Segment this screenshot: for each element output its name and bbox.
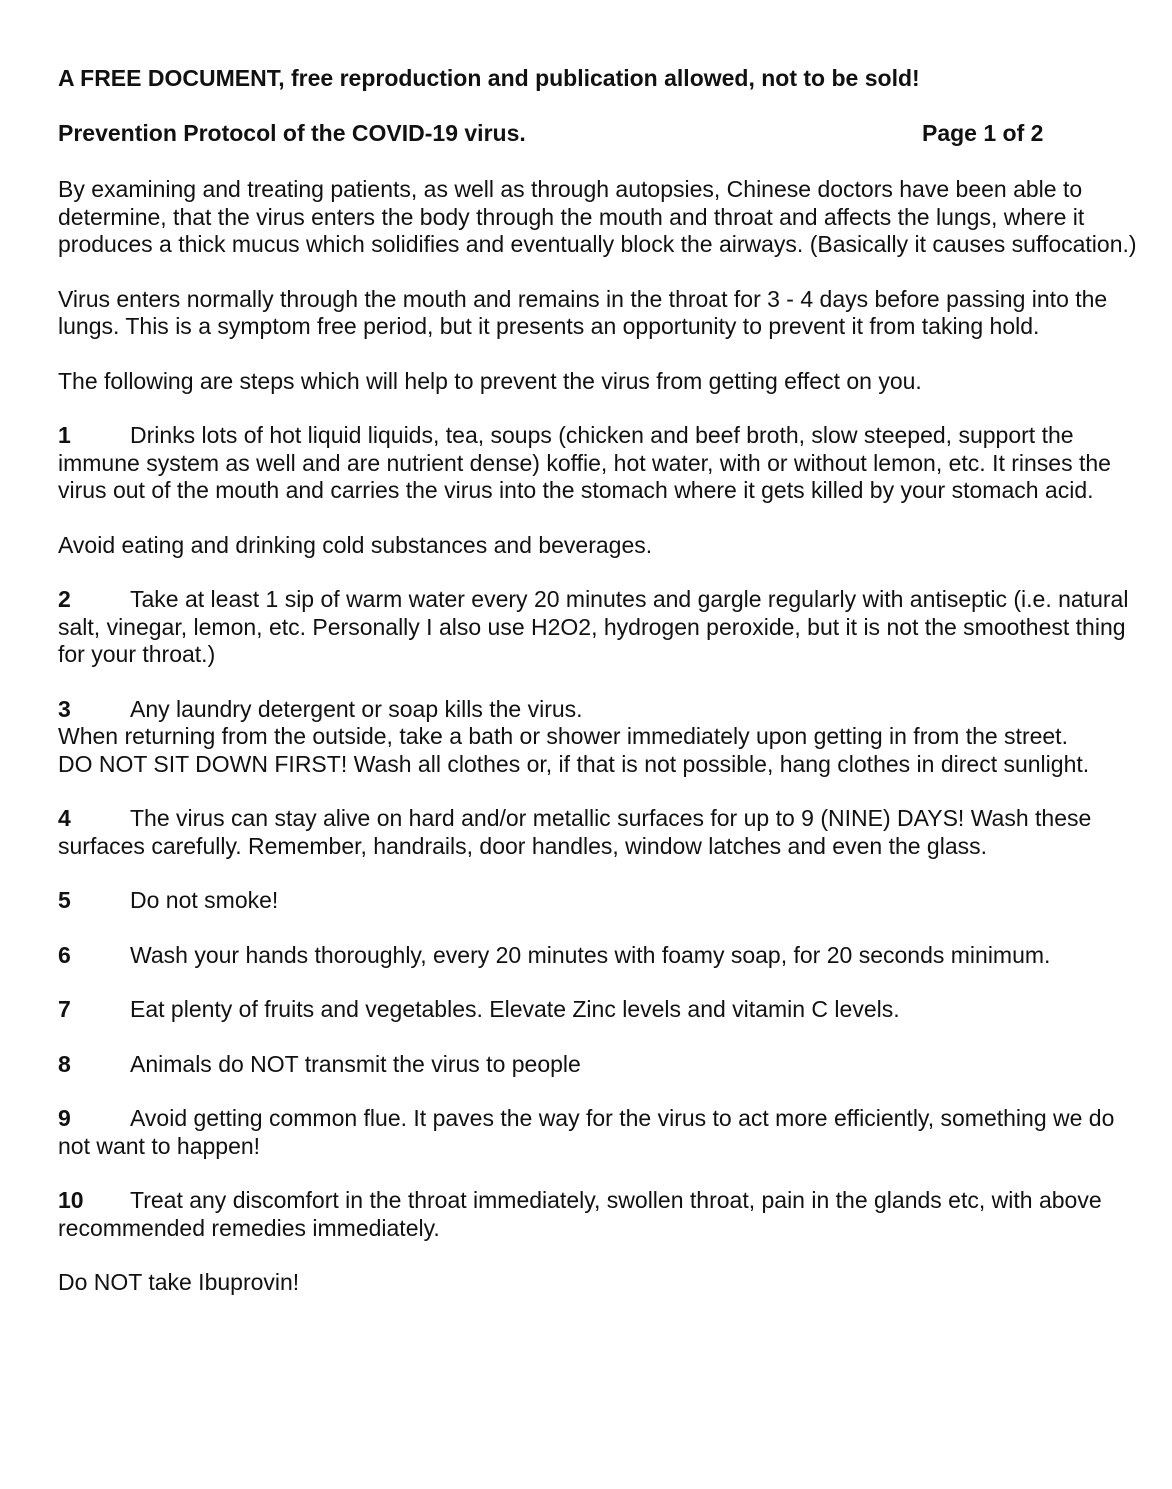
intro-paragraph-2: Virus enters normally through the mouth and remains in the throat for 3 - 4 days before passing into the lungs. This is a symptom free period, but it presents an opportunity to prevent it from taking hold. bbox=[58, 285, 1108, 339]
protocol-title: Prevention Protocol of the COVID-19 virus. bbox=[58, 120, 526, 146]
step-1 bbox=[58, 422, 1142, 505]
step-text: Eat plenty of fruits and vegetables. Elevate Zinc levels and vitamin C levels. bbox=[130, 996, 900, 1022]
step-4 bbox=[58, 805, 1142, 860]
step-text: Any laundry detergent or soap kills the virus. bbox=[130, 695, 583, 722]
step-9 bbox=[58, 1105, 1142, 1160]
step-number: 4 bbox=[58, 805, 71, 831]
step-number: 1 bbox=[58, 422, 71, 448]
step-6 bbox=[58, 942, 1142, 970]
step-text: Drinks lots of hot liquid liquids, tea, soups (chicken and beef broth, slow steeped, support the immune system as well and are nutrient dense) koffie, hot water, with or without lemon, etc. It rinses the virus out of the mouth and carries the virus into the stomach where it gets killed by your stomach acid. bbox=[58, 422, 1111, 503]
step-text: The virus can stay alive on hard and/or metallic surfaces for up to 9 (NINE) DAYS! Wash these surfaces carefully. Remember, handrails, door handles, window latches and even the glass. bbox=[58, 805, 1092, 859]
step-2 bbox=[58, 586, 1142, 669]
step-text: Take at least 1 sip of warm water every 20 minutes and gargle regularly with antiseptic (i.e. natural salt, vinegar, lemon, etc. Personally I also use H2O2, hydrogen peroxide, but it is not the smoothest thing for your throat.) bbox=[58, 586, 1129, 667]
step-number: 9 bbox=[58, 1105, 71, 1131]
step-8 bbox=[58, 1051, 1142, 1079]
step-10 bbox=[58, 1187, 1142, 1242]
step-7 bbox=[58, 996, 1142, 1024]
document-title: A FREE DOCUMENT, free reproduction and publication allowed, not to be sold! bbox=[58, 65, 920, 91]
intro-paragraph-3: The following are steps which will help to prevent the virus from getting effect on you. bbox=[58, 367, 922, 394]
step-3-line-2: When returning from the outside, take a bath or shower immediately upon getting in from the street. bbox=[58, 723, 1068, 749]
note-cold-substances: Avoid eating and drinking cold substances and beverages. bbox=[58, 531, 653, 558]
step-text: Animals do NOT transmit the virus to people bbox=[130, 1050, 581, 1077]
page-number: Page 1 of 2 bbox=[922, 120, 1044, 146]
subheading-row bbox=[58, 119, 1142, 147]
step-3-line-1 bbox=[58, 696, 1142, 724]
step-number: 3 bbox=[58, 695, 71, 722]
closing-note: Do NOT take Ibuprovin! bbox=[58, 1269, 300, 1295]
step-text: Do not smoke! bbox=[130, 887, 279, 913]
step-text: Wash your hands thoroughly, every 20 minutes with foamy soap, for 20 seconds minimum. bbox=[130, 941, 1051, 968]
step-3-line-3: DO NOT SIT DOWN FIRST! Wash all clothes or, if that is not possible, hang clothes in direct sunlight. bbox=[58, 750, 1090, 777]
step-5 bbox=[58, 887, 1142, 915]
step-number: 6 bbox=[58, 941, 71, 968]
step-3 bbox=[58, 696, 1142, 779]
step-number: 2 bbox=[58, 586, 71, 612]
step-text: Avoid getting common flue. It paves the way for the virus to act more efficiently, something we do not want to happen! bbox=[58, 1105, 1115, 1159]
step-number: 7 bbox=[58, 996, 71, 1022]
step-number: 8 bbox=[58, 1050, 71, 1077]
step-number: 10 bbox=[58, 1187, 84, 1213]
intro-paragraph-1: By examining and treating patients, as well as through autopsies, Chinese doctors have been able to determine, that the virus enters the body through the mouth and throat and affects the lungs, where it produces a thick mucus which solidifies and eventually block the airways. (Basically it causes suffocation.) bbox=[58, 176, 1137, 257]
step-text: Treat any discomfort in the throat immediately, swollen throat, pain in the glands etc, with above recommended remedies immediately. bbox=[58, 1187, 1102, 1241]
step-number: 5 bbox=[58, 887, 71, 913]
